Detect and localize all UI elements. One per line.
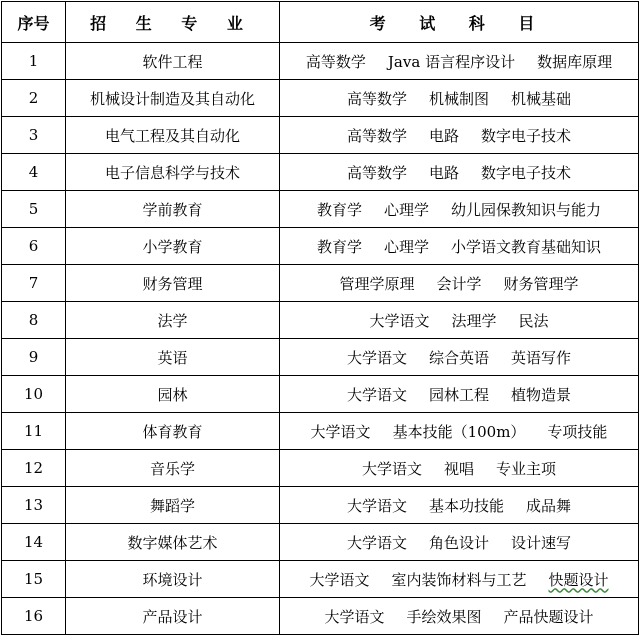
row-major: 英语 — [66, 339, 280, 376]
subject: 大学语文 — [346, 385, 407, 404]
table-body — [2, 43, 639, 635]
subject: 产品快题设计 — [503, 607, 594, 626]
table-row — [2, 80, 639, 117]
row-subjects — [280, 450, 639, 487]
row-number: 6 — [2, 228, 66, 265]
row-number: 11 — [2, 413, 66, 450]
subject: 数字电子技术 — [481, 126, 572, 145]
header-serial-number: 序号 — [2, 2, 66, 43]
subject: 大学语文 — [361, 459, 422, 478]
table-row — [2, 117, 639, 154]
subject: Java 语言程序设计 — [387, 52, 516, 71]
row-number: 14 — [2, 524, 66, 561]
subject: 大学语文 — [309, 570, 370, 589]
table-row — [2, 413, 639, 450]
subject: 基本技能（100m） — [392, 422, 526, 441]
subject: 大学语文 — [310, 422, 371, 441]
row-subjects — [280, 302, 639, 339]
row-major: 环境设计 — [66, 561, 280, 598]
row-major: 财务管理 — [66, 265, 280, 302]
row-subjects — [280, 265, 639, 302]
row-subjects — [280, 524, 639, 561]
subject: 心理学 — [383, 200, 429, 219]
subject: 快题设计 — [548, 570, 609, 589]
table-row — [2, 339, 639, 376]
row-subjects — [280, 487, 639, 524]
header-major: 招 生 专 业 — [66, 2, 280, 43]
subject: 大学语文 — [346, 348, 407, 367]
subject: 机械基础 — [511, 89, 572, 108]
row-subjects — [280, 117, 639, 154]
row-major: 电气工程及其自动化 — [66, 117, 280, 154]
table-row — [2, 302, 639, 339]
subject: 高等数学 — [305, 52, 366, 71]
subject: 手绘效果图 — [406, 607, 482, 626]
header-exam-subjects: 考 试 科 目 — [280, 2, 639, 43]
row-number: 15 — [2, 561, 66, 598]
subject: 设计速写 — [511, 533, 572, 552]
row-major: 数字媒体艺术 — [66, 524, 280, 561]
subject: 大学语文 — [346, 533, 407, 552]
subject: 管理学原理 — [339, 274, 415, 293]
row-number: 1 — [2, 43, 66, 80]
row-number: 8 — [2, 302, 66, 339]
row-number: 16 — [2, 598, 66, 635]
table-header-row — [2, 2, 639, 43]
row-major: 软件工程 — [66, 43, 280, 80]
row-subjects — [280, 376, 639, 413]
admission-subjects-table — [1, 1, 639, 635]
subject: 高等数学 — [346, 126, 407, 145]
table-row — [2, 43, 639, 80]
subject: 电路 — [428, 126, 459, 145]
subject: 电路 — [428, 163, 459, 182]
row-major: 机械设计制造及其自动化 — [66, 80, 280, 117]
row-major: 体育教育 — [66, 413, 280, 450]
subject: 数字电子技术 — [481, 163, 572, 182]
table-row — [2, 487, 639, 524]
table-row — [2, 154, 639, 191]
subject: 数据库原理 — [537, 52, 613, 71]
subject: 植物造景 — [511, 385, 572, 404]
row-subjects — [280, 339, 639, 376]
row-subjects — [280, 43, 639, 80]
subject: 园林工程 — [428, 385, 489, 404]
subject: 室内装饰材料与工艺 — [391, 570, 527, 589]
row-major: 小学教育 — [66, 228, 280, 265]
subject: 高等数学 — [346, 163, 407, 182]
subject: 专项技能 — [547, 422, 608, 441]
row-subjects — [280, 191, 639, 228]
row-number: 10 — [2, 376, 66, 413]
subject: 成品舞 — [526, 496, 572, 515]
row-number: 13 — [2, 487, 66, 524]
row-major: 舞蹈学 — [66, 487, 280, 524]
subject: 大学语文 — [346, 496, 407, 515]
row-number: 2 — [2, 80, 66, 117]
row-major: 园林 — [66, 376, 280, 413]
row-number: 3 — [2, 117, 66, 154]
subject: 教育学 — [316, 200, 362, 219]
row-number: 4 — [2, 154, 66, 191]
row-major: 电子信息科学与技术 — [66, 154, 280, 191]
row-subjects — [280, 154, 639, 191]
subject: 角色设计 — [428, 533, 489, 552]
subject: 专业主项 — [496, 459, 557, 478]
subject: 综合英语 — [428, 348, 489, 367]
table-row — [2, 265, 639, 302]
subject: 视唱 — [443, 459, 474, 478]
table-row — [2, 524, 639, 561]
subject: 会计学 — [436, 274, 482, 293]
subject: 小学语文教育基础知识 — [451, 237, 602, 256]
table-row — [2, 228, 639, 265]
row-major: 产品设计 — [66, 598, 280, 635]
table-row — [2, 191, 639, 228]
subject: 大学语文 — [369, 311, 430, 330]
subject: 幼儿园保教知识与能力 — [451, 200, 602, 219]
row-number: 9 — [2, 339, 66, 376]
row-number: 5 — [2, 191, 66, 228]
subject: 财务管理学 — [503, 274, 579, 293]
row-major: 音乐学 — [66, 450, 280, 487]
subject: 基本功技能 — [428, 496, 504, 515]
row-major: 法学 — [66, 302, 280, 339]
subject: 机械制图 — [428, 89, 489, 108]
row-subjects — [280, 561, 639, 598]
row-number: 7 — [2, 265, 66, 302]
table-row — [2, 450, 639, 487]
row-major: 学前教育 — [66, 191, 280, 228]
table-row — [2, 598, 639, 635]
row-subjects — [280, 598, 639, 635]
subject: 教育学 — [316, 237, 362, 256]
row-subjects — [280, 228, 639, 265]
subject: 英语写作 — [511, 348, 572, 367]
table-row — [2, 561, 639, 598]
row-number: 12 — [2, 450, 66, 487]
row-subjects — [280, 80, 639, 117]
subject: 民法 — [518, 311, 549, 330]
table-row — [2, 376, 639, 413]
subject: 高等数学 — [346, 89, 407, 108]
row-subjects — [280, 413, 639, 450]
subject: 心理学 — [383, 237, 429, 256]
subject: 法理学 — [451, 311, 497, 330]
subject: 大学语文 — [324, 607, 385, 626]
